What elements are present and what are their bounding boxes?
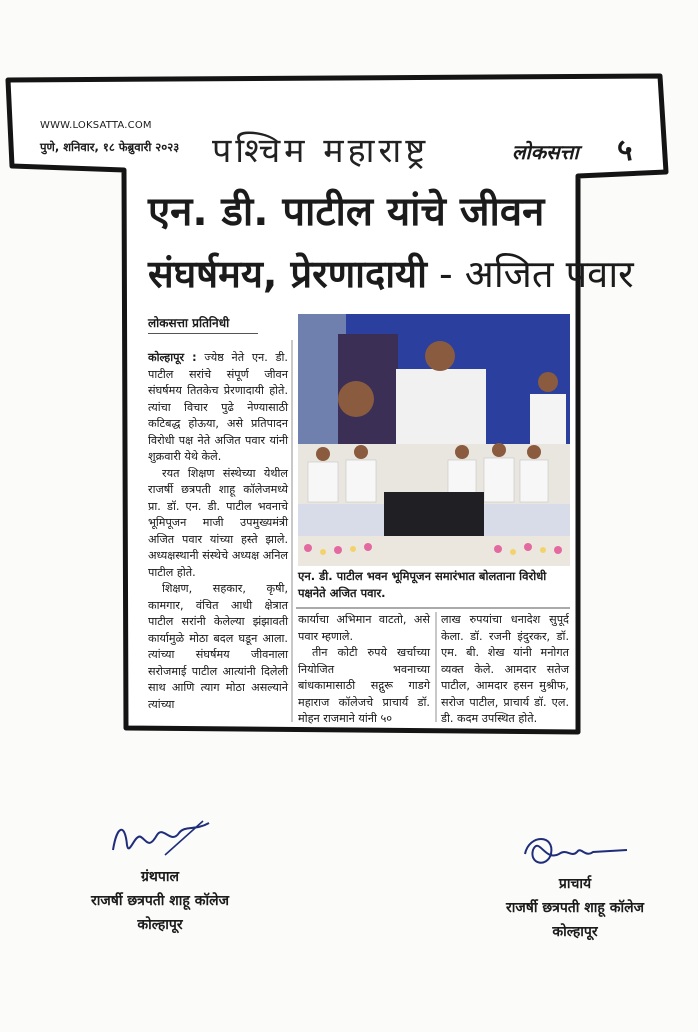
section-title: पश्चिम महाराष्ट्र (212, 131, 430, 171)
dateline-city: कोल्हापूर : (148, 351, 197, 364)
principal-signature (515, 828, 635, 872)
byline: लोकसत्ता प्रतिनिधी (148, 316, 230, 330)
website-url: WWW.LOKSATTA.COM (40, 120, 152, 131)
article-column-3 (441, 612, 569, 728)
article-column-2 (298, 612, 430, 728)
librarian-signature (105, 815, 215, 865)
event-photo (298, 314, 570, 566)
librarian-college: राजर्षी छत्रपती शाहू कॉलेज (90, 893, 230, 909)
article-column-1 (148, 350, 288, 713)
newspaper-brand: लोकसत्ता (512, 140, 579, 164)
principal-title: प्राचार्य (558, 876, 592, 892)
paragraph: शिक्षण, सहकार, कृषी, कामगार, वंचित आधी क्षेत्रात पाटील सरांनी केलेल्या झंझावती कार्यामुळे मोठा बदल घडून आला. त्यांच्या संघर्षमय जीवनाला सरोजमाई पाटील आत्यांनी दिलेली साथ आणि त्याग मोठा असल्याने त्यांच्या (148, 582, 288, 711)
principal-signature-block (470, 828, 680, 944)
librarian-city: कोल्हापूर (137, 917, 183, 933)
paragraph: रयत शिक्षण संस्थेच्या येथील राजर्षी छत्रपती शाहू कॉलेजमध्ये प्रा. डॉ. एन. डी. पाटील भवनाचे भूमिपूजन माजी उपमुख्यमंत्री अजित पवार यांच्या हस्ते झाले. अध्यक्षस्थानी संस्थेचे अध्यक्ष अनिल पाटील होते. (148, 466, 288, 579)
paragraph: कार्याचा अभिमान वाटतो, असे पवार म्हणाले. (298, 613, 430, 643)
paragraph: ज्येष्ठ नेते एन. डी. पाटील सरांचे संपूर्ण जीवन संघर्षमय तितकेच प्रेरणादायी होते. त्यांचा विचार पुढे नेण्यासाठी कटिबद्ध होऊया, असे प्रतिपादन विरोधी पक्ष नेते अजित पवार यांनी शुक्रवारी येथे केले. (148, 351, 288, 463)
librarian-signature-block (60, 815, 260, 937)
paragraph: लाख रुपयांचा धनादेश सुपूर्द केला. डॉ. रजनी इंदुरकर, डॉ. एम. बी. शेख यांनी मनोगत व्यक्त केले. आमदार सतेज पाटील, आमदार हसन मुश्रीफ, सरोज पाटील, प्राचार्य डॉ. एल. डी. कदम उपस्थित होते. (441, 613, 569, 725)
principal-city: कोल्हापूर (552, 924, 598, 940)
headline-line-2 (148, 250, 634, 298)
headline-bold-part: संघर्षमय, प्रेरणादायी (148, 252, 427, 296)
headline-line-1: एन. डी. पाटील यांचे जीवन (148, 189, 545, 235)
headline-name-part: - अजित पवार (426, 252, 634, 296)
principal-college: राजर्षी छत्रपती शाहू कॉलेज (505, 900, 645, 916)
dateline: पुणे, शनिवार, १८ फेब्रुवारी २०२३ (40, 140, 180, 154)
paragraph: तीन कोटी रुपये खर्चाच्या नियोजित भवनाच्या बांधकामासाठी सद्गुरू गाडगे महाराज कॉलेजचे प्राचार्य डॉ. मोहन राजमाने यांनी ५० (298, 646, 430, 725)
byline-rule (148, 333, 258, 334)
librarian-title: ग्रंथपाल (141, 869, 179, 885)
photo-caption: एन. डी. पाटील भवन भूमिपूजन समारंभात बोलताना विरोधी पक्षनेते अजित पवार. (298, 569, 547, 600)
page-number: ५ (617, 133, 633, 168)
